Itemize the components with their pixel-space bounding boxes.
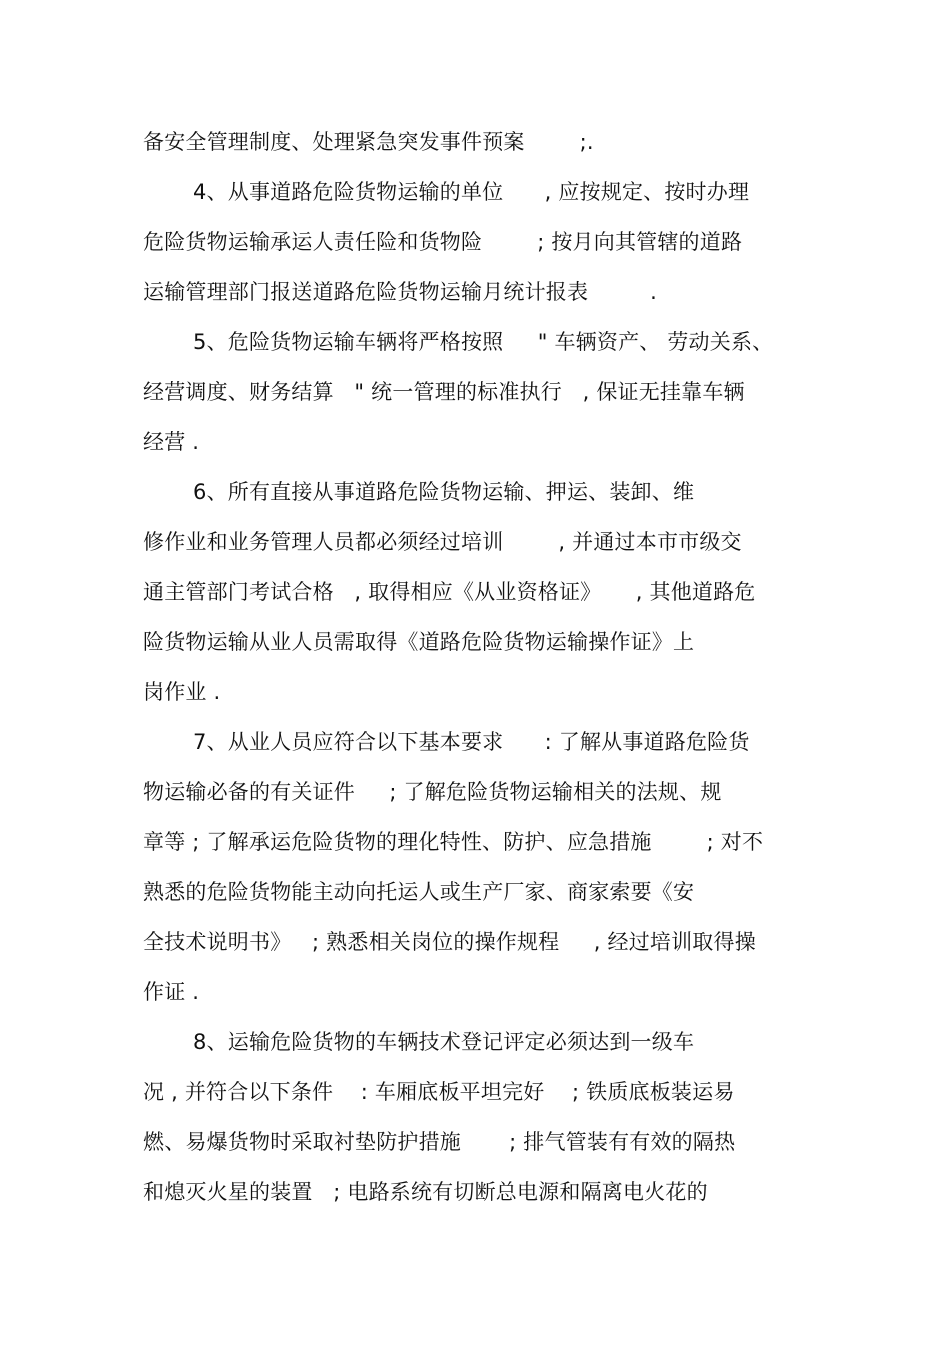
text-line: 物运输必备的有关证件 ; 了解危险货物运输相关的法规、规 [143, 780, 722, 804]
text-line: 全技术说明书》 ; 熟悉相关岗位的操作规程 , 经过培训取得操 [143, 930, 756, 954]
text-line: 岗作业 . [143, 680, 221, 704]
text-line: 况 , 并符合以下条件 : 车厢底板平坦完好 ; 铁质底板装运易 [143, 1080, 735, 1104]
text-line: 6、所有直接从事道路危险货物运输、押运、装卸、维 [193, 480, 695, 504]
text-line: 7、从业人员应符合以下基本要求 : 了解从事道路危险货 [193, 730, 750, 754]
text-line: 燃、易爆货物时采取衬垫防护措施 ; 排气管装有有效的隔热 [143, 1130, 736, 1154]
text-line: 经营调度、财务结算 " 统一管理的标准执行 , 保证无挂靠车辆 [143, 380, 745, 404]
text-line: 危险货物运输承运人责任险和货物险 ; 按月向其管辖的道路 [143, 230, 743, 254]
text-line: 作证 . [143, 980, 200, 1004]
text-line: 和熄灭火星的装置 ; 电路系统有切断总电源和隔离电火花的 [143, 1180, 708, 1204]
text-line: 修作业和业务管理人员都必须经过培训 , 并通过本市市级交 [143, 530, 742, 554]
text-line: 备安全管理制度、处理紧急突发事件预案 ;. [143, 130, 594, 154]
text-line: 经营 . [143, 430, 200, 454]
text-line: 通主管部门考试合格 , 取得相应《从业资格证》 , 其他道路危 [143, 580, 756, 604]
text-line: 运输管理部门报送道路危险货物运输月统计报表 . [143, 280, 657, 304]
text-line: 险货物运输从业人员需取得《道路危险货物运输操作证》上 [143, 630, 695, 654]
text-line: 8、运输危险货物的车辆技术登记评定必须达到一级车 [193, 1030, 695, 1054]
text-line: 熟悉的危险货物能主动向托运人或生产厂家、商家索要《安 [143, 880, 695, 904]
text-line: 5、危险货物运输车辆将严格按照 " 车辆资产、 劳动关系、 [193, 330, 774, 354]
text-line: 4、从事道路危险货物运输的单位 , 应按规定、按时办理 [193, 180, 750, 204]
text-line: 章等 ; 了解承运危险货物的理化特性、防护、应急措施 ; 对不 [143, 830, 764, 854]
